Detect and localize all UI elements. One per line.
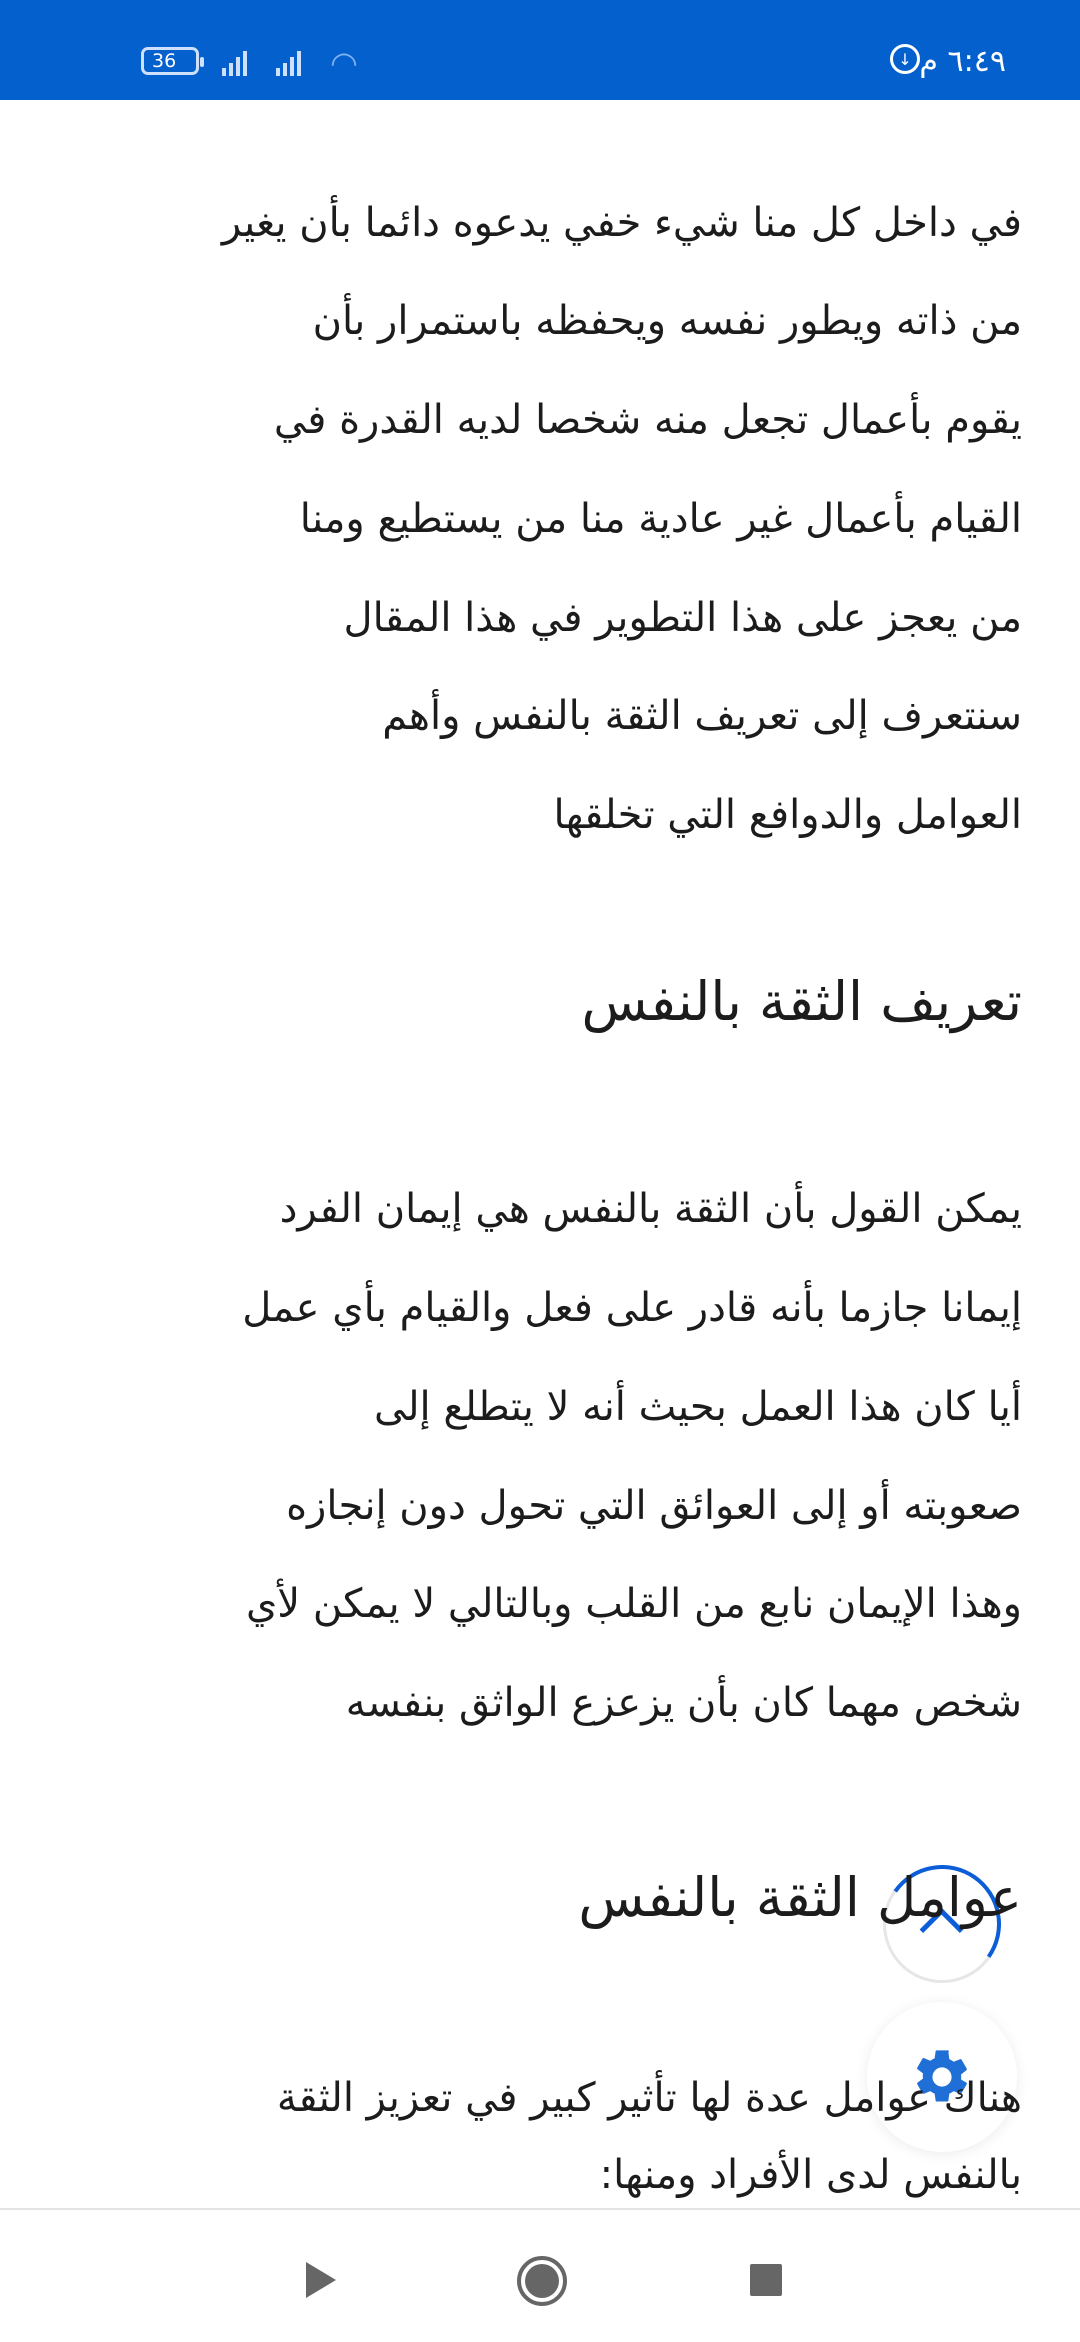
paragraph-line: هناك عوامل عدة لها تأثير كبير في تعزيز الثقة (276, 2075, 1022, 2121)
article (0, 100, 1080, 2208)
signal-icon (276, 48, 301, 76)
paragraph-line: صعوبته أو إلى العوائق التي تحول دون إنجازه (286, 1483, 1022, 1529)
wifi-icon: ◠ (330, 44, 358, 82)
back-button[interactable] (302, 2260, 338, 2300)
paragraph-line: وهذا الإيمان نابع من القلب وبالتالي لا يمكن لأي (246, 1581, 1022, 1627)
download-icon: ↓ (890, 44, 920, 74)
navigation-bar (0, 2208, 1080, 2342)
paragraph-line: من ذاته ويطور نفسه ويحفظه باستمرار بأن (312, 298, 1022, 344)
section-heading: تعريف الثقة بالنفس (581, 970, 1022, 1033)
paragraph-line: يقوم بأعمال تجعل منه شخصا لديه القدرة في (273, 397, 1022, 443)
paragraph-line: في داخل كل منا شيء خفي يدعوه دائما بأن يغير (221, 200, 1022, 246)
signal-icon (222, 48, 247, 76)
home-button[interactable] (515, 2254, 569, 2308)
paragraph-line: أيا كان هذا العمل بحيث أنه لا يتطلع إلى (374, 1384, 1022, 1430)
clock: ٦:٤٩ م (919, 44, 1006, 79)
paragraph-line: بالنفس لدى الأفراد ومنها: (599, 2152, 1022, 2198)
paragraph-line: سنتعرف إلى تعريف الثقة بالنفس وأهم (382, 693, 1022, 739)
paragraph-line: العوامل والدوافع التي تخلقها (553, 792, 1022, 838)
battery-level: 36 (152, 50, 177, 72)
paragraph-line: من يعجز على هذا التطوير في هذا المقال (343, 595, 1022, 641)
paragraph-line: إيمانا جازما بأنه قادر على فعل والقيام بأي عمل (242, 1285, 1022, 1331)
paragraph-line: القيام بأعمال غير عادية منا من يستطيع ومنا (299, 496, 1022, 542)
recents-button[interactable] (748, 2262, 784, 2298)
paragraph-line: يمكن القول بأن الثقة بالنفس هي إيمان الفرد (279, 1186, 1022, 1232)
section-heading: عوامل الثقة بالنفس (578, 1866, 1022, 1929)
status-bar (0, 0, 1080, 100)
paragraph-line: شخص مهما كان بأن يزعزع الواثق بنفسه (345, 1680, 1022, 1726)
battery-icon (141, 47, 199, 75)
